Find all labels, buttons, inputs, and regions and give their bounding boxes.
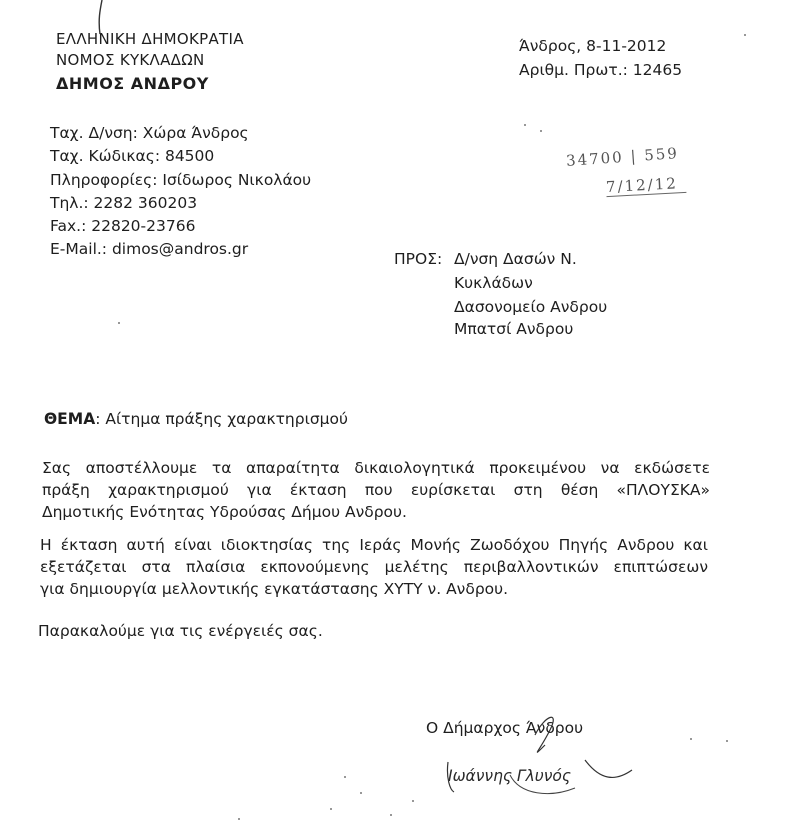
- scan-speck: [360, 792, 362, 794]
- body-line-5: εξετάζεται στα πλαίσια εκπονούμενης μελέτης περιβαλλοντικών επιπτώσεων: [40, 558, 708, 576]
- phone-number: Τηλ.: 2282 360203: [50, 194, 198, 212]
- signature-strokes: [410, 700, 640, 810]
- country-name: ΕΛΛΗΝΙΚΗ ΔΗΜΟΚΡΑΤΙΑ: [56, 30, 244, 48]
- body-line-6: για δημιουργία μελλοντικής εγκατάστασης ΧΥΤΥ ν. Ανδρου.: [40, 580, 509, 598]
- email-address: E-Mail.: dimos@andros.gr: [50, 240, 249, 258]
- protocol-number: Αριθμ. Πρωτ.: 12465: [519, 61, 683, 79]
- scan-speck: [412, 800, 414, 802]
- recipient-line-1: Δ/νση Δασών Ν.: [454, 250, 577, 268]
- body-line-3: Δημοτικής Ενότητας Υδρούσας Δήμου Ανδρου.: [42, 503, 407, 521]
- scan-speck: [330, 808, 332, 810]
- recipient-line-2: Κυκλάδων: [454, 274, 533, 292]
- info-contact: Πληροφορίες: Ισίδωρος Νικολάου: [50, 171, 312, 189]
- scan-speck: [390, 814, 392, 816]
- scan-speck: [238, 818, 240, 820]
- subject-label: ΘΕΜΑ: [44, 410, 96, 428]
- signatory-name: Ιωάννης Γλυνός: [448, 767, 571, 785]
- prefecture-name: ΝΟΜΟΣ ΚΥΚΛΑΔΩΝ: [56, 51, 205, 69]
- recipient-label: ΠΡΟΣ:: [394, 250, 443, 268]
- subject-text: : Αίτημα πράξης χαρακτηρισμού: [95, 410, 348, 428]
- handwritten-protocol: 34700 | 559: [565, 144, 680, 170]
- body-line-1: Σας αποστέλλουμε τα απαραίτητα δικαιολογητικά προκειμένου να εκδώσετε: [42, 459, 710, 477]
- body-line-2: πράξη χαρακτηρισμού για έκταση που ευρίσκεται στη θέση «ΠΛΟΥΣΚΑ»: [42, 481, 710, 499]
- postal-code: Ταχ. Κώδικας: 84500: [50, 147, 215, 165]
- scan-speck: [540, 130, 542, 132]
- document-date: Άνδρος, 8-11-2012: [519, 37, 667, 55]
- body-line-4: Η έκταση αυτή είναι ιδιοκτησίας της Ιεράς Μονής Ζωοδόχου Πηγής Ανδρου και: [40, 536, 708, 554]
- fax-number: Fax.: 22820-23766: [50, 217, 196, 235]
- recipient-line-3: Δασονομείο Ανδρου: [454, 298, 608, 316]
- pen-mark: [90, 0, 110, 40]
- handwritten-date: 7/12/12: [606, 174, 687, 197]
- scan-speck: [726, 740, 728, 742]
- postal-address: Ταχ. Δ/νση: Χώρα Άνδρος: [50, 124, 249, 142]
- scan-speck: [524, 124, 526, 126]
- closing-line: Παρακαλούμε για τις ενέργειές σας.: [38, 622, 323, 640]
- scan-speck: [344, 776, 346, 778]
- scan-speck: [118, 322, 120, 324]
- scan-speck: [744, 34, 746, 36]
- subject-line: [44, 410, 348, 428]
- municipality-name: ΔΗΜΟΣ ΑΝΔΡΟΥ: [56, 74, 209, 93]
- scan-speck: [690, 738, 692, 740]
- signatory-title: Ο Δήμαρχος Άνδρου: [426, 719, 584, 737]
- recipient-line-4: Μπατσί Ανδρου: [454, 320, 574, 338]
